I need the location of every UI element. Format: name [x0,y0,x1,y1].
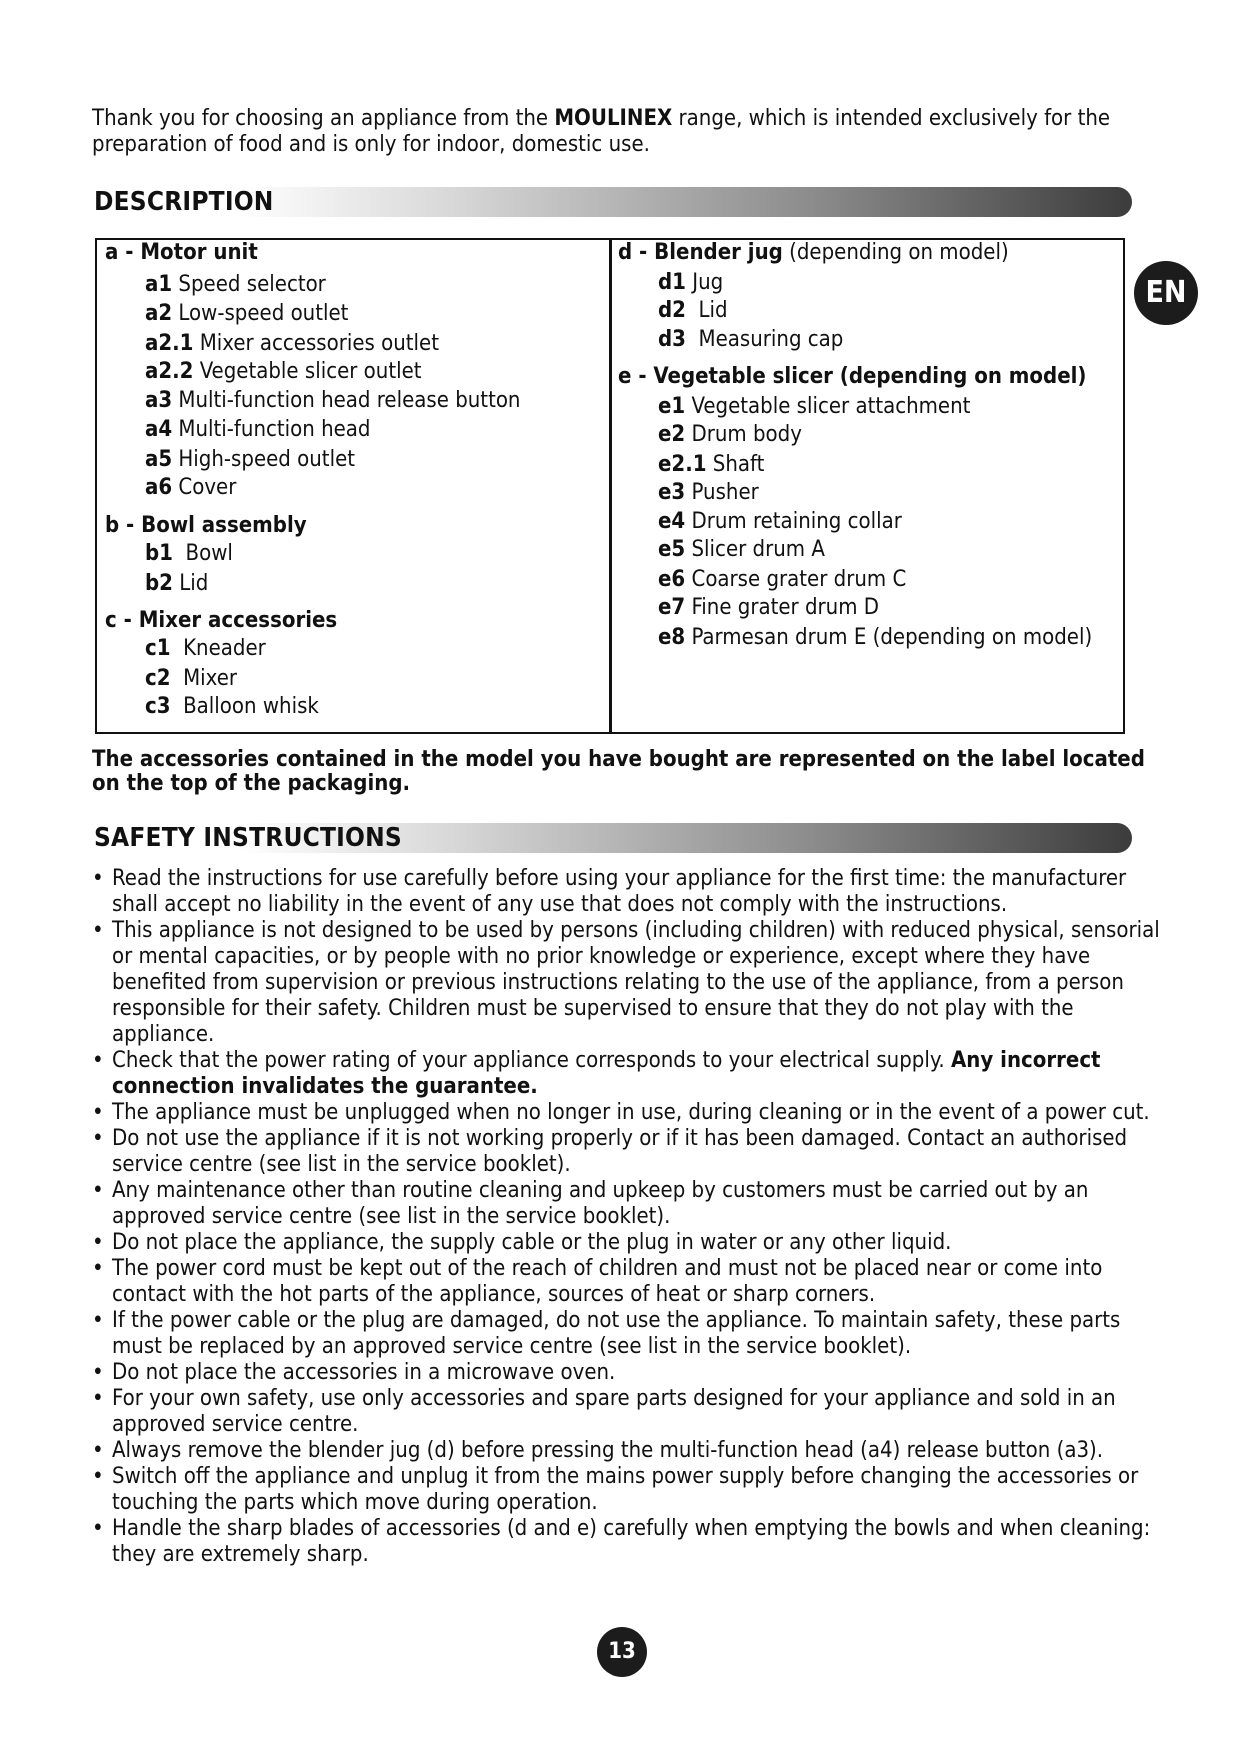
safety-item [92,1048,1172,1100]
safety-item-text: Check that the power rating of your appliance corresponds to your electrical supply. [112,1048,951,1073]
part-code: b - [105,513,142,538]
part-label: Cover [172,475,237,500]
description-item [145,388,520,414]
part-label: Low-speed outlet [172,301,349,326]
safety-item-text: Do not place the appliance, the supply cable or the plug in water or any other liquid. [112,1230,952,1255]
part-code: e - [618,364,654,389]
description-group [105,608,337,634]
part-code: a - [105,240,141,265]
accessories-note: The accessories contained in the model you have bought are represented on the label located on the top of the packaging. [92,747,1145,796]
description-heading-bar [92,187,1132,217]
safety-item [92,1100,1172,1126]
part-label: Vegetable slicer outlet [193,359,422,384]
part-code: e3 [658,480,686,505]
safety-instructions-list [92,866,1172,1568]
column-divider [609,240,612,732]
safety-item [92,1438,1172,1464]
safety-item [92,1178,1172,1230]
part-code: e6 [658,567,686,592]
description-item [145,359,422,385]
part-label: Coarse grater drum C [685,567,907,592]
safety-item [92,1256,1172,1308]
safety-item-text: The power cord must be kept out of the reach of children and must not be placed near or come into contact with the hot parts of the appliance, sources of heat or sharp corners. [112,1256,1103,1307]
part-code: b2 [145,571,173,596]
description-item [658,327,843,353]
part-label: Bowl assembly [141,513,307,538]
bullet-icon: • [92,1438,104,1463]
safety-item-emphasis: Any incorrect connection invalidates the guarantee. [112,1048,1101,1099]
part-label: Measuring cap [685,327,844,352]
bullet-icon: • [92,1516,104,1541]
safety-item-text: This appliance is not designed to be used by persons (including children) with reduced physical, sensorial or mental capacities, or by people with no prior knowledge or experience, except where they have benefited from supervision or previous instructions relating to the use of the appliance, from a person responsible for their safety. Children must be supervised to ensure that they do not play with the appliance. [112,918,1160,1047]
bullet-icon: • [92,1464,104,1489]
part-code: a2.2 [145,359,194,384]
bullet-icon: • [92,1386,104,1411]
part-label: Multi-function head [172,417,371,442]
bullet-icon: • [92,1360,104,1385]
description-item [658,270,723,296]
part-label: Drum retaining collar [685,509,902,534]
bullet-icon: • [92,1100,104,1125]
description-item [145,666,237,692]
description-item [658,298,728,324]
part-label: Balloon whisk [170,694,319,719]
safety-item-text: If the power cable or the plug are damaged, do not use the appliance. To maintain safety, these parts must be replaced by an approved service centre (see list in the service booklet). [112,1308,1121,1359]
safety-item [92,1230,1172,1256]
part-label: Bowl [172,541,233,566]
part-code: e8 [658,625,686,650]
safety-heading: SAFETY INSTRUCTIONS [94,823,402,853]
part-label: Multi-function head release button [172,388,521,413]
description-item [658,509,902,535]
intro-paragraph [92,106,1152,158]
part-label-suffix: (depending on model) [782,240,1009,265]
part-code: a6 [145,475,173,500]
description-item [145,541,233,567]
safety-item [92,1360,1172,1386]
description-item [145,417,371,443]
description-table [95,238,1125,734]
description-group [105,513,307,539]
description-item [658,422,802,448]
safety-item [92,866,1172,918]
safety-item-text: Any maintenance other than routine cleaning and upkeep by customers must be carried out by an approved service centre (see list in the service booklet). [112,1178,1089,1229]
description-item [145,272,326,298]
part-code: d2 [658,298,686,323]
safety-item [92,1126,1172,1178]
description-item [145,447,355,473]
safety-heading-bar [92,823,1132,853]
part-label: Kneader [170,636,266,661]
part-label: Fine grater drum D [685,595,880,620]
part-label: Jug [685,270,724,295]
bullet-icon: • [92,1048,104,1073]
safety-item [92,1464,1172,1516]
part-label: Vegetable slicer attachment [685,394,971,419]
part-code: c - [105,608,139,633]
description-item [145,475,236,501]
part-code: a2 [145,301,173,326]
brand-name: MOULINEX [554,106,673,131]
part-code: e7 [658,595,686,620]
part-code: a4 [145,417,173,442]
part-code: c1 [145,636,171,661]
part-label: Lid [172,571,209,596]
safety-item-text: Do not use the appliance if it is not working properly or if it has been damaged. Contact an authorised service centre (see list in the service booklet). [112,1126,1128,1177]
description-item [658,625,1092,651]
part-label: Blender jug [654,240,783,265]
description-item [658,537,825,563]
description-group [105,240,258,266]
part-label: Drum body [685,422,802,447]
safety-item [92,918,1172,1048]
part-code: e2 [658,422,686,447]
part-label: Mixer accessories [138,608,338,633]
part-label: High-speed outlet [172,447,355,472]
description-item [658,480,759,506]
description-item [145,694,319,720]
part-label: Mixer [170,666,238,691]
description-item [658,394,970,420]
part-code: a5 [145,447,173,472]
bullet-icon: • [92,866,104,891]
safety-item-text: The appliance must be unplugged when no longer in use, during cleaning or in the event of a power cut. [112,1100,1150,1125]
description-item [145,301,348,327]
part-label: Speed selector [172,272,326,297]
description-group [618,240,1009,266]
part-label: Slicer drum A [685,537,825,562]
part-label: Shaft [706,452,765,477]
bullet-icon: • [92,1256,104,1281]
part-label: Mixer accessories outlet [193,331,439,356]
part-code: e2.1 [658,452,707,477]
safety-item [92,1308,1172,1360]
bullet-icon: • [92,1126,104,1151]
intro-text-after: range, which is intended exclusively for the preparation of food and is only for indoor, domestic use. [92,106,1111,157]
intro-text-before: Thank you for choosing an appliance from the [92,106,555,131]
description-item [658,452,764,478]
bullet-icon: • [92,1178,104,1203]
description-item [145,636,266,662]
part-code: e1 [658,394,686,419]
part-code: b1 [145,541,173,566]
description-item [658,567,906,593]
bullet-icon: • [92,1308,104,1333]
part-code: c3 [145,694,171,719]
part-code: a3 [145,388,173,413]
description-heading: DESCRIPTION [94,187,274,217]
description-item [145,571,208,597]
bullet-icon: • [92,918,104,943]
safety-item-text: Read the instructions for use carefully before using your appliance for the first time: the manufacturer shall accept no liability in the event of any use that does not comply with the instructions. [112,866,1127,917]
safety-item-text: Always remove the blender jug (d) before pressing the multi-function head (a4) release button (a3). [112,1438,1104,1463]
part-code: d - [618,240,655,265]
part-label: Motor unit [140,240,258,265]
part-code: d1 [658,270,686,295]
part-code: e5 [658,537,686,562]
part-label: Vegetable slicer (depending on model) [653,364,1087,389]
part-label: Pusher [685,480,759,505]
part-label: Lid [685,298,728,323]
safety-item-text: Handle the sharp blades of accessories (d and e) carefully when emptying the bowls and when cleaning: they are extremely sharp. [112,1516,1151,1567]
part-code: e4 [658,509,686,534]
part-code: a1 [145,272,173,297]
part-code: d3 [658,327,686,352]
part-code: c2 [145,666,171,691]
safety-item [92,1386,1172,1438]
safety-item-text: Switch off the appliance and unplug it from the mains power supply before changing the accessories or touching the parts which move during operation. [112,1464,1139,1515]
description-item [145,331,439,357]
description-group [618,364,1086,390]
part-label: Parmesan drum E (depending on model) [685,625,1093,650]
description-item [658,595,879,621]
page-number: 13 [597,1627,647,1677]
part-code: a2.1 [145,331,194,356]
language-badge: EN [1134,261,1198,325]
bullet-icon: • [92,1230,104,1255]
safety-item [92,1516,1172,1568]
safety-item-text: For your own safety, use only accessories and spare parts designed for your appliance and sold in an approved service centre. [112,1386,1116,1437]
safety-item-text: Do not place the accessories in a microwave oven. [112,1360,616,1385]
